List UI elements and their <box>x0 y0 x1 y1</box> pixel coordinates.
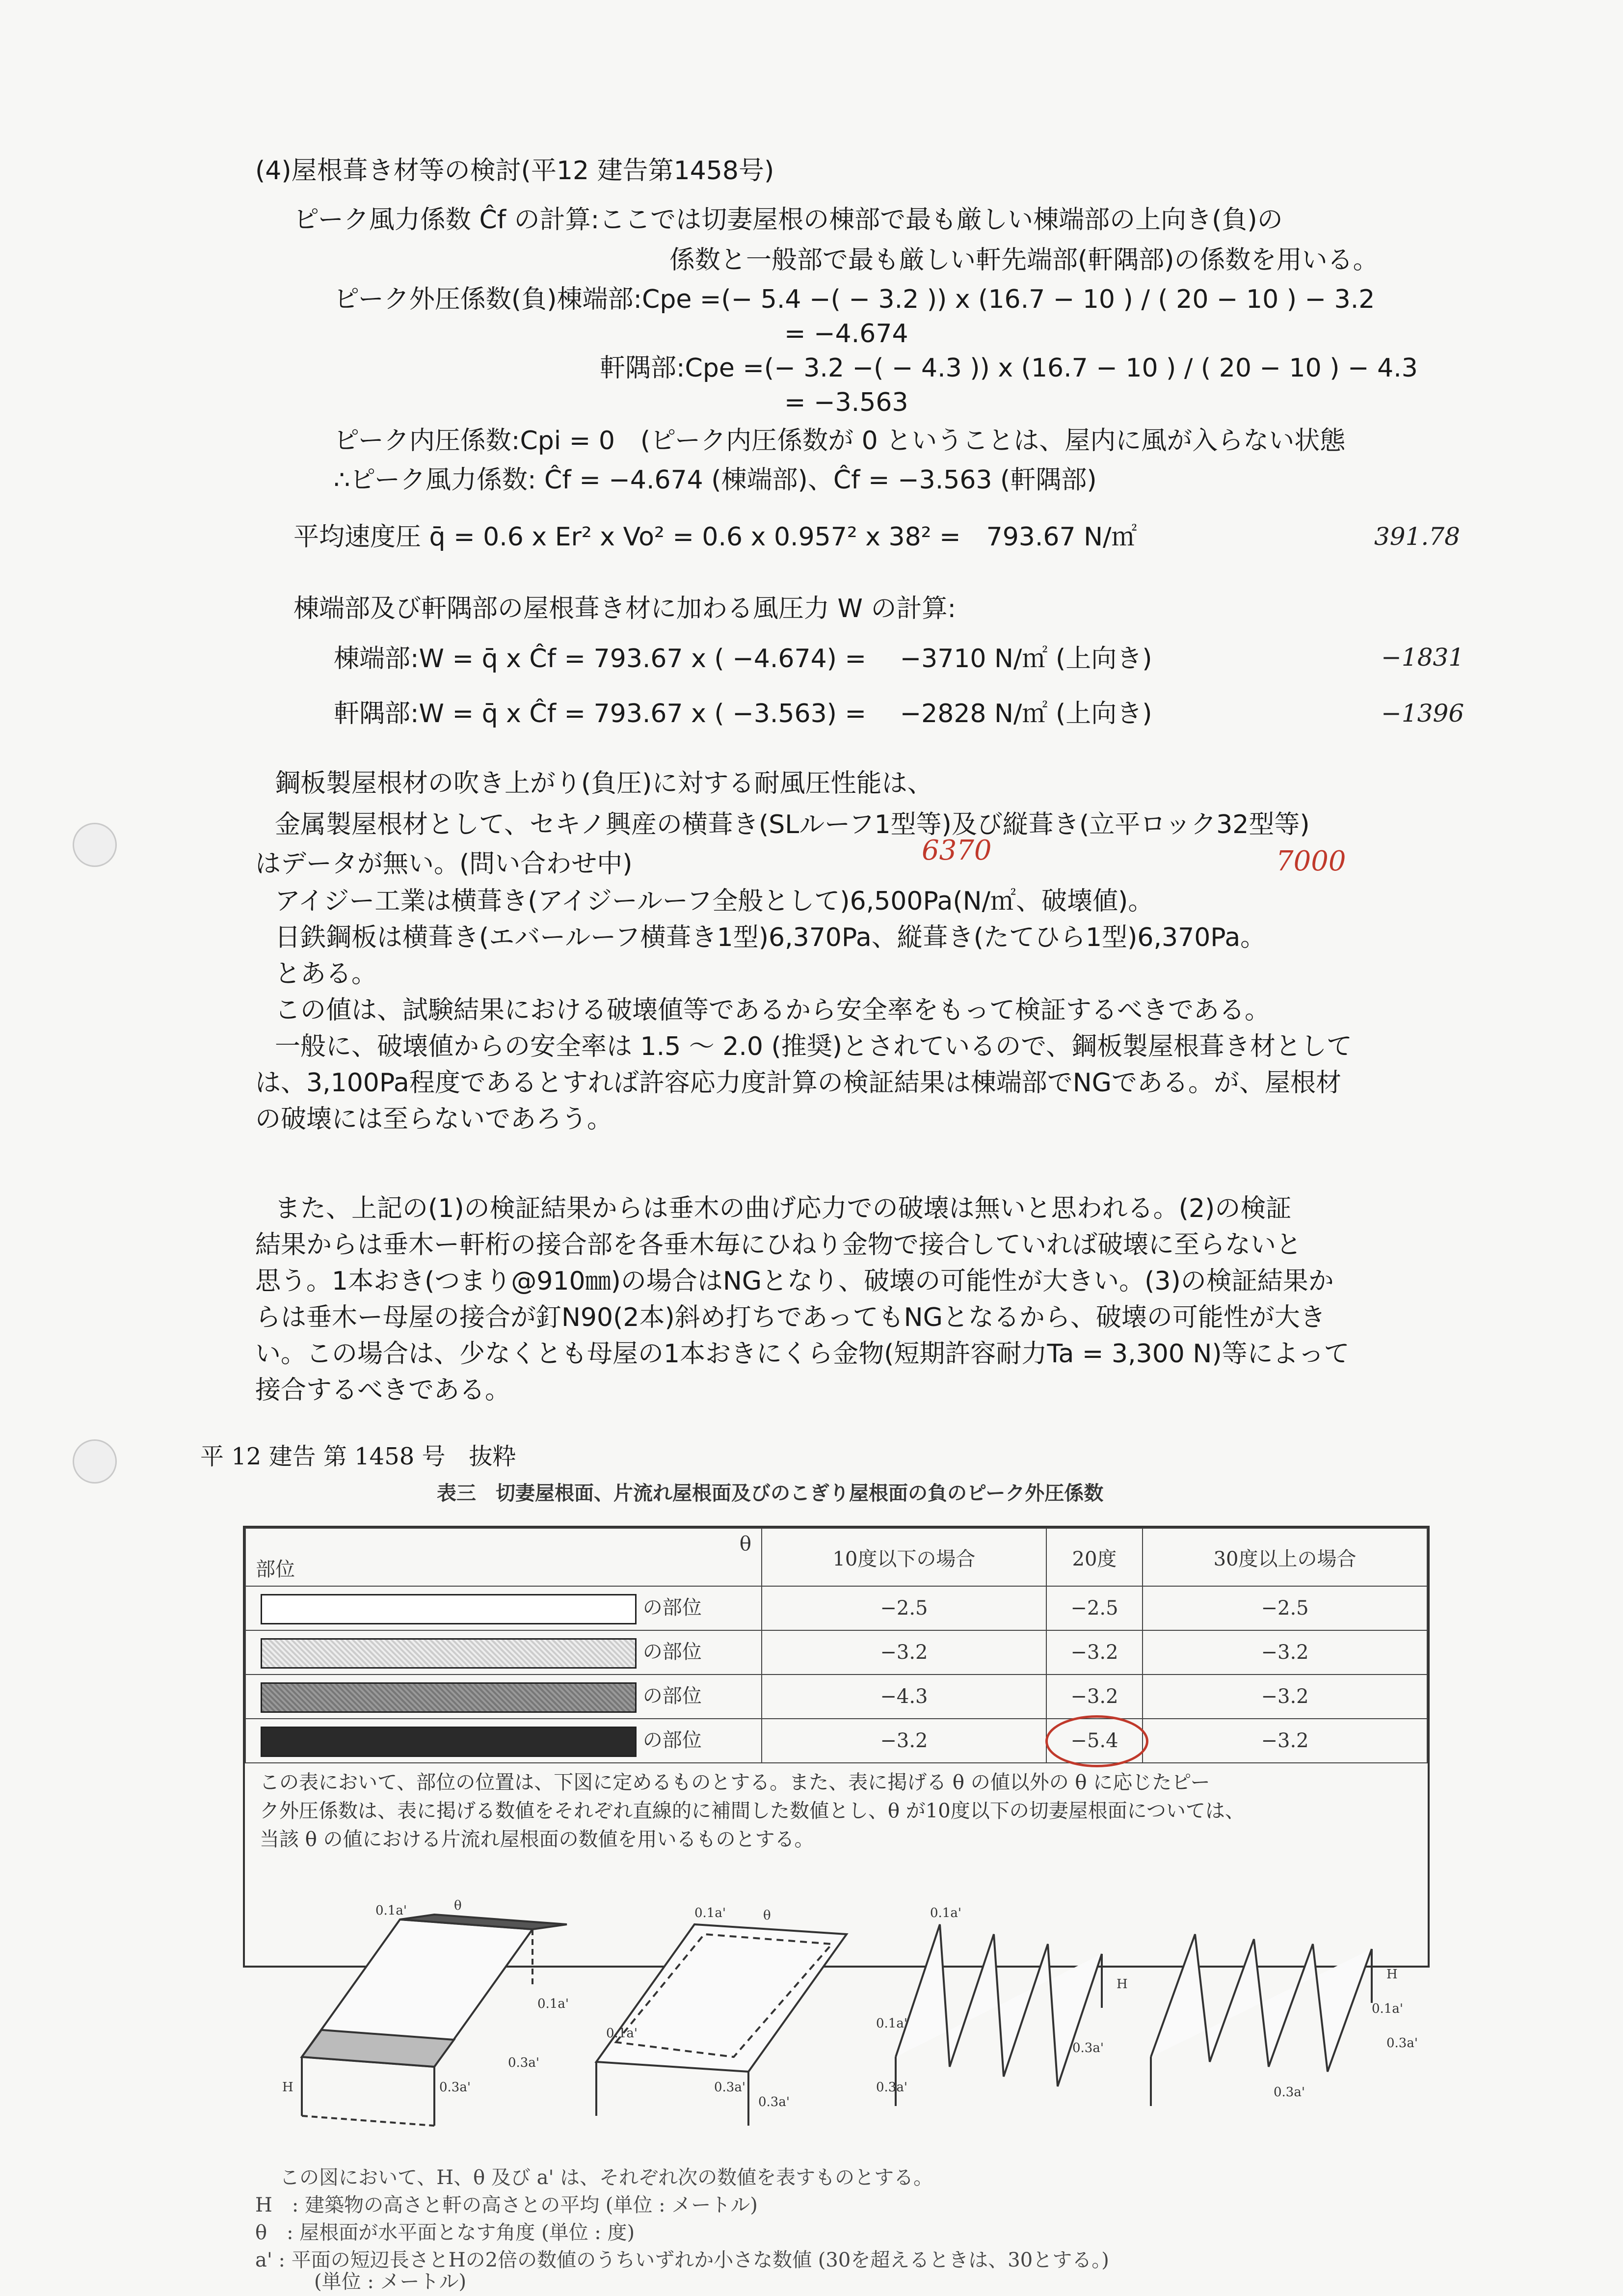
dim-label-01a: 0.1a' <box>1372 2001 1403 2016</box>
paragraph-line: アイジー工業は横葺き(アイジールーフ全般として)6,500Pa(N/㎡、破壊値)。 <box>275 887 1154 916</box>
dim-label-01a: 0.1a' <box>876 2016 907 2031</box>
paragraph-line: 思う。1本おき(つまり@910㎜)の場合はNGとなり、破壊の可能性が大きい。(3)の検証結果か <box>255 1267 1334 1296</box>
cell: −4.3 <box>762 1675 1046 1719</box>
sawtooth-roof-diagram-1 <box>896 1924 1102 2106</box>
cell: −2.5 <box>1046 1586 1143 1630</box>
dim-label-03a: 0.3a' <box>876 2080 907 2095</box>
dim-label-H: H <box>282 2080 293 2095</box>
roof-diagrams <box>243 1861 1430 2135</box>
dim-label-01a: 0.1a' <box>537 1997 569 2011</box>
legend-line: θ : 屋根面が水平面となす角度 (単位 : 度) <box>255 2221 635 2244</box>
paragraph-line: また、上記の(1)の検証結果からは垂木の曲げ応力での破壊は無いと思われる。(2)の検証 <box>275 1194 1292 1223</box>
cell-circled <box>1046 1719 1143 1763</box>
dim-label-01a: 0.1a' <box>694 1906 726 1920</box>
paragraph-line: 鋼板製屋根材の吹き上がり(負圧)に対する耐風圧性能は、 <box>275 769 933 798</box>
binder-hole-bottom <box>73 1439 117 1484</box>
header-theta: θ <box>739 1533 751 1555</box>
paragraph-line: 金属製屋根材として、セキノ興産の横葺き(SLルーフ1型等)及び縦葺き(立平ロック32型等) <box>275 810 1310 839</box>
handwritten-7000: 7000 <box>1276 845 1346 877</box>
paragraph-line: い。この場合は、少なくとも母屋の1本おきにくら金物(短期許容耐力Ta = 3,300 N)等によって <box>255 1339 1350 1369</box>
paragraph-line: この値は、試験結果における破壊値等であるから安全率をもって検証するべきである。 <box>275 996 1271 1025</box>
paragraph-line: の破壊には至らないであろう。 <box>255 1105 613 1134</box>
peak-coef-line1: ピーク風力係数 Ĉf の計算:ここでは切妻屋根の棟部で最も厳しい棟端部の上向き(負)の <box>293 205 1283 235</box>
paragraph-line: 一般に、破壊値からの安全率は 1.5 ～ 2.0 (推奨)とされているので、鋼板製屋根葺き材として <box>275 1032 1353 1061</box>
peak-coef-line2: 係数と一般部で最も厳しい軒先端部(軒隅部)の係数を用いる。 <box>669 245 1379 275</box>
header-10deg: 10度以下の場合 <box>762 1528 1046 1586</box>
cpe-ridge-formula: ピーク外圧係数(負)棟端部:Cpe =(− 5.4 −( − 3.2 )) x (16.7 − 10 ) / ( 20 − 10 ) − 3.2 <box>334 285 1375 314</box>
table-note: 当該 θ の値における片流れ屋根面の数値を用いるものとする。 <box>260 1828 814 1851</box>
dim-label-03a: 0.3a' <box>508 2055 539 2070</box>
row-part-1 <box>245 1586 762 1630</box>
excerpt-label: 平 12 建告 第 1458 号 抜粋 <box>200 1443 516 1470</box>
paragraph-line: は、3,100Pa程度であるとすれば許容応力度計算の検証結果は棟端部でNGである。が、屋根材 <box>255 1068 1341 1098</box>
w-eave-formula: 軒隅部:W = q̄ x Ĉf = 793.67 x ( −3.563) = −2828 N/㎡ (上向き) <box>334 699 1152 729</box>
dim-label-03a: 0.3a' <box>1274 2085 1305 2100</box>
cell: −2.5 <box>762 1586 1046 1630</box>
cell: −2.5 <box>1143 1586 1427 1630</box>
row-part-2 <box>245 1630 762 1675</box>
cell: −5.4 <box>1070 1729 1118 1752</box>
cell: −3.2 <box>1046 1675 1143 1719</box>
red-circle-mark <box>1045 1715 1148 1767</box>
dim-label-03a: 0.3a' <box>714 2080 745 2095</box>
legend-line: a' : 平面の短辺長さとHの2倍の数値のうちいずれか小さな数値 (30を超えるときは、30とする。) <box>255 2249 1109 2271</box>
dim-label-01a: 0.1a' <box>606 2026 638 2041</box>
row-suffix: の部位 <box>642 1729 702 1752</box>
swatch-light <box>261 1638 637 1669</box>
paragraph-line: 結果からは垂木ー軒桁の接合部を各垂木毎にひねり金物で接合していれば破壊に至らないと <box>255 1230 1302 1260</box>
row-part-3 <box>245 1675 762 1719</box>
cell: −3.2 <box>762 1630 1046 1675</box>
swatch-white <box>261 1594 637 1624</box>
paragraph-line: 接合するべきである。 <box>255 1376 511 1405</box>
header-cell-part <box>245 1528 762 1586</box>
swatch-black <box>261 1727 637 1757</box>
cell: −3.2 <box>1143 1719 1427 1763</box>
header-30deg: 30度以上の場合 <box>1143 1528 1427 1586</box>
row-suffix: の部位 <box>642 1596 702 1619</box>
legend-line: この図において、H、θ 及び a' は、それぞれ次の数値を表すものとする。 <box>280 2166 933 2189</box>
wind-pressure-title: 棟端部及び軒隅部の屋根葺き材に加わる風圧力 W の計算: <box>293 594 956 623</box>
cell: −3.2 <box>1143 1675 1427 1719</box>
dim-label-theta: θ <box>454 1898 462 1913</box>
row-part-4 <box>245 1719 762 1763</box>
paragraph-line: 日鉄鋼板は横葺き(エバールーフ横葺き1型)6,370Pa、縦葺き(たてひら1型)6,370Pa。 <box>275 923 1266 952</box>
cpi-line: ピーク内圧係数:Cpi = 0 (ピーク内圧係数が 0 ということは、屋内に風が入らない状態 <box>334 426 1346 456</box>
gable-roof-diagram <box>302 1915 567 2126</box>
row-suffix: の部位 <box>642 1641 702 1663</box>
paragraph-line: とある。 <box>275 959 377 989</box>
dim-label-03a: 0.3a' <box>758 2095 790 2109</box>
cpe-eave-result: = −3.563 <box>784 388 908 417</box>
sawtooth-roof-diagram-2 <box>1151 1934 1372 2106</box>
dim-label-03a: 0.3a' <box>1072 2041 1104 2055</box>
row-suffix: の部位 <box>642 1685 702 1707</box>
cpe-eave-formula: 軒隅部:Cpe =(− 3.2 −( − 4.3 )) x (16.7 − 10 ) / ( 20 − 10 ) − 4.3 <box>600 353 1418 383</box>
cf-result: ∴ピーク風力係数: Ĉf = −4.674 (棟端部)、Ĉf = −3.563 (軒隅部) <box>334 465 1097 495</box>
handwritten-w-eave: −1396 <box>1381 699 1464 728</box>
dim-label-01a: 0.1a' <box>930 1906 961 1920</box>
table-note: この表において、部位の位置は、下図に定めるものとする。また、表に掲げる θ の値以外の θ に応じたピー <box>260 1771 1210 1794</box>
cell: −3.2 <box>1143 1630 1427 1675</box>
mean-velocity-pressure: 平均速度圧 q̄ = 0.6 x Er² x Vo² = 0.6 x 0.957² x 38² = 793.67 N/㎡ <box>293 522 1137 552</box>
handwritten-q: 391.78 <box>1374 522 1460 551</box>
table-title: 表三 切妻屋根面、片流れ屋根面及びのこぎり屋根面の負のピーク外圧係数 <box>437 1482 1104 1505</box>
dim-label-theta: θ <box>763 1908 771 1923</box>
header-20deg: 20度 <box>1046 1528 1143 1586</box>
cell: −3.2 <box>1046 1630 1143 1675</box>
paragraph-line: らは垂木ー母屋の接合が釘N90(2本)斜め打ちであってもNGとなるから、破壊の可能性が大き <box>255 1303 1326 1332</box>
table-note: ク外圧係数は、表に掲げる数値をそれぞれ直線的に補間した数値とし、θ が10度以下の切妻屋根面については、 <box>260 1800 1245 1822</box>
legend-line: H : 建築物の高さと軒の高さとの平均 (単位 : メートル) <box>255 2194 758 2216</box>
handwritten-w-ridge: −1831 <box>1381 643 1464 672</box>
swatch-dark <box>261 1682 637 1713</box>
dim-label-03a: 0.3a' <box>1386 2036 1418 2051</box>
handwritten-6370: 6370 <box>922 835 992 866</box>
paragraph-line: はデータが無い。(問い合わせ中) <box>255 849 633 879</box>
cell: −3.2 <box>762 1719 1046 1763</box>
section-heading: (4)屋根葺き材等の検討(平12 建告第1458号) <box>255 156 774 186</box>
binder-hole-top <box>73 823 117 867</box>
dim-label-H: H <box>1386 1967 1398 1982</box>
cpe-ridge-result: = −4.674 <box>784 319 908 349</box>
mono-roof-diagram <box>596 1924 847 2126</box>
header-part: 部位 <box>256 1558 295 1581</box>
dim-label-03a: 0.3a' <box>439 2080 471 2095</box>
w-ridge-formula: 棟端部:W = q̄ x Ĉf = 793.67 x ( −4.674) = −3710 N/㎡ (上向き) <box>334 644 1152 674</box>
dim-label-H: H <box>1117 1977 1128 1992</box>
legend-line: (単位 : メートル) <box>314 2270 467 2293</box>
dim-label-01a: 0.1a' <box>375 1903 407 1918</box>
